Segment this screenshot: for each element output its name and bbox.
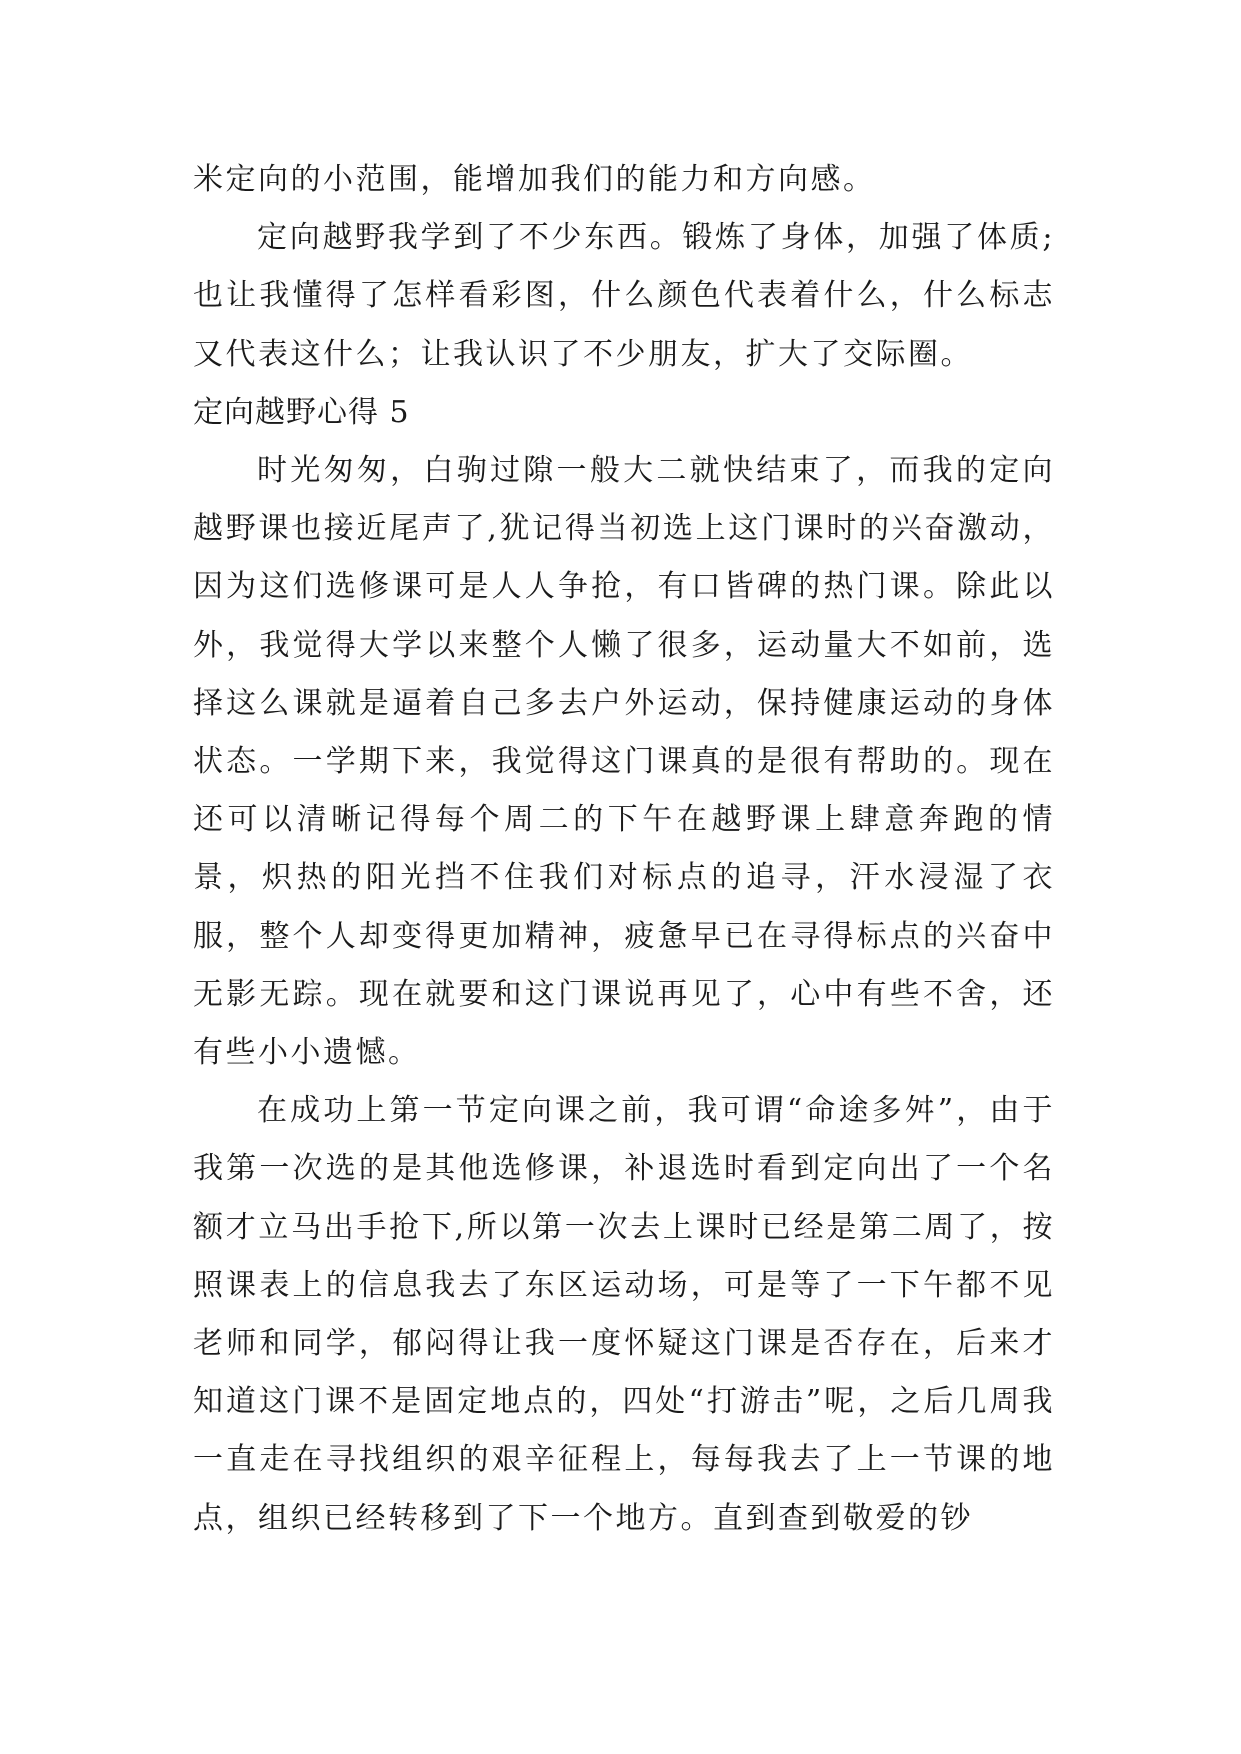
document-body <box>193 151 1055 1548</box>
paragraph-learning-summary: 定向越野我学到了不少东西。锻炼了身体，加强了体质;也让我懂得了怎样看彩图，什么颜色代表着什么，什么标志又代表这什么；让我认识了不少朋友，扩大了交际圈。 <box>193 220 1055 372</box>
paragraph-first-class: 在成功上第一节定向课之前，我可谓“命途多舛”，由于我第一次选的是其他选修课，补退选时看到定向出了一个名额才立马出手抢下,所以第一次去上课时已经是第二周了，按照课表上的信息我去了东区运动场，可是等了一下午都不见老师和同学，郁闷得让我一度怀疑这门课是否存在，后来才知道这门课不是固定地点的，四处“打游击”呢，之后几周我一直走在寻找组织的艰辛征程上，每每我去了上一节课的地点，组织已经转移到了下一个地方。直到查到敬爱的钞 <box>193 1093 1055 1536</box>
paragraph-course-reflection: 时光匆匆，白驹过隙一般大二就快结束了，而我的定向越野课也接近尾声了,犹记得当初选上这门课时的兴奋激动，因为这们选修课可是人人争抢，有口皆碑的热门课。除此以外，我觉得大学以来整个人懒了很多，运动量大不如前，选择这么课就是逼着自己多去户外运动，保持健康运动的身体状态。一学期下来，我觉得这门课真的是很有帮助的。现在还可以清晰记得每个周二的下午在越野课上肆意奔跑的情景，炽热的阳光挡不住我们对标点的追寻，汗水浸湿了衣服，整个人却变得更加精神，疲惫早已在寻得标点的兴奋中无影无踪。现在就要和这门课说再见了，心中有些不舍，还有些小小遗憾。 <box>193 453 1055 1071</box>
section-heading: 定向越野心得 5 <box>193 394 410 430</box>
paragraph-continuation: 米定向的小范围，能增加我们的能力和方向感。 <box>193 162 876 197</box>
